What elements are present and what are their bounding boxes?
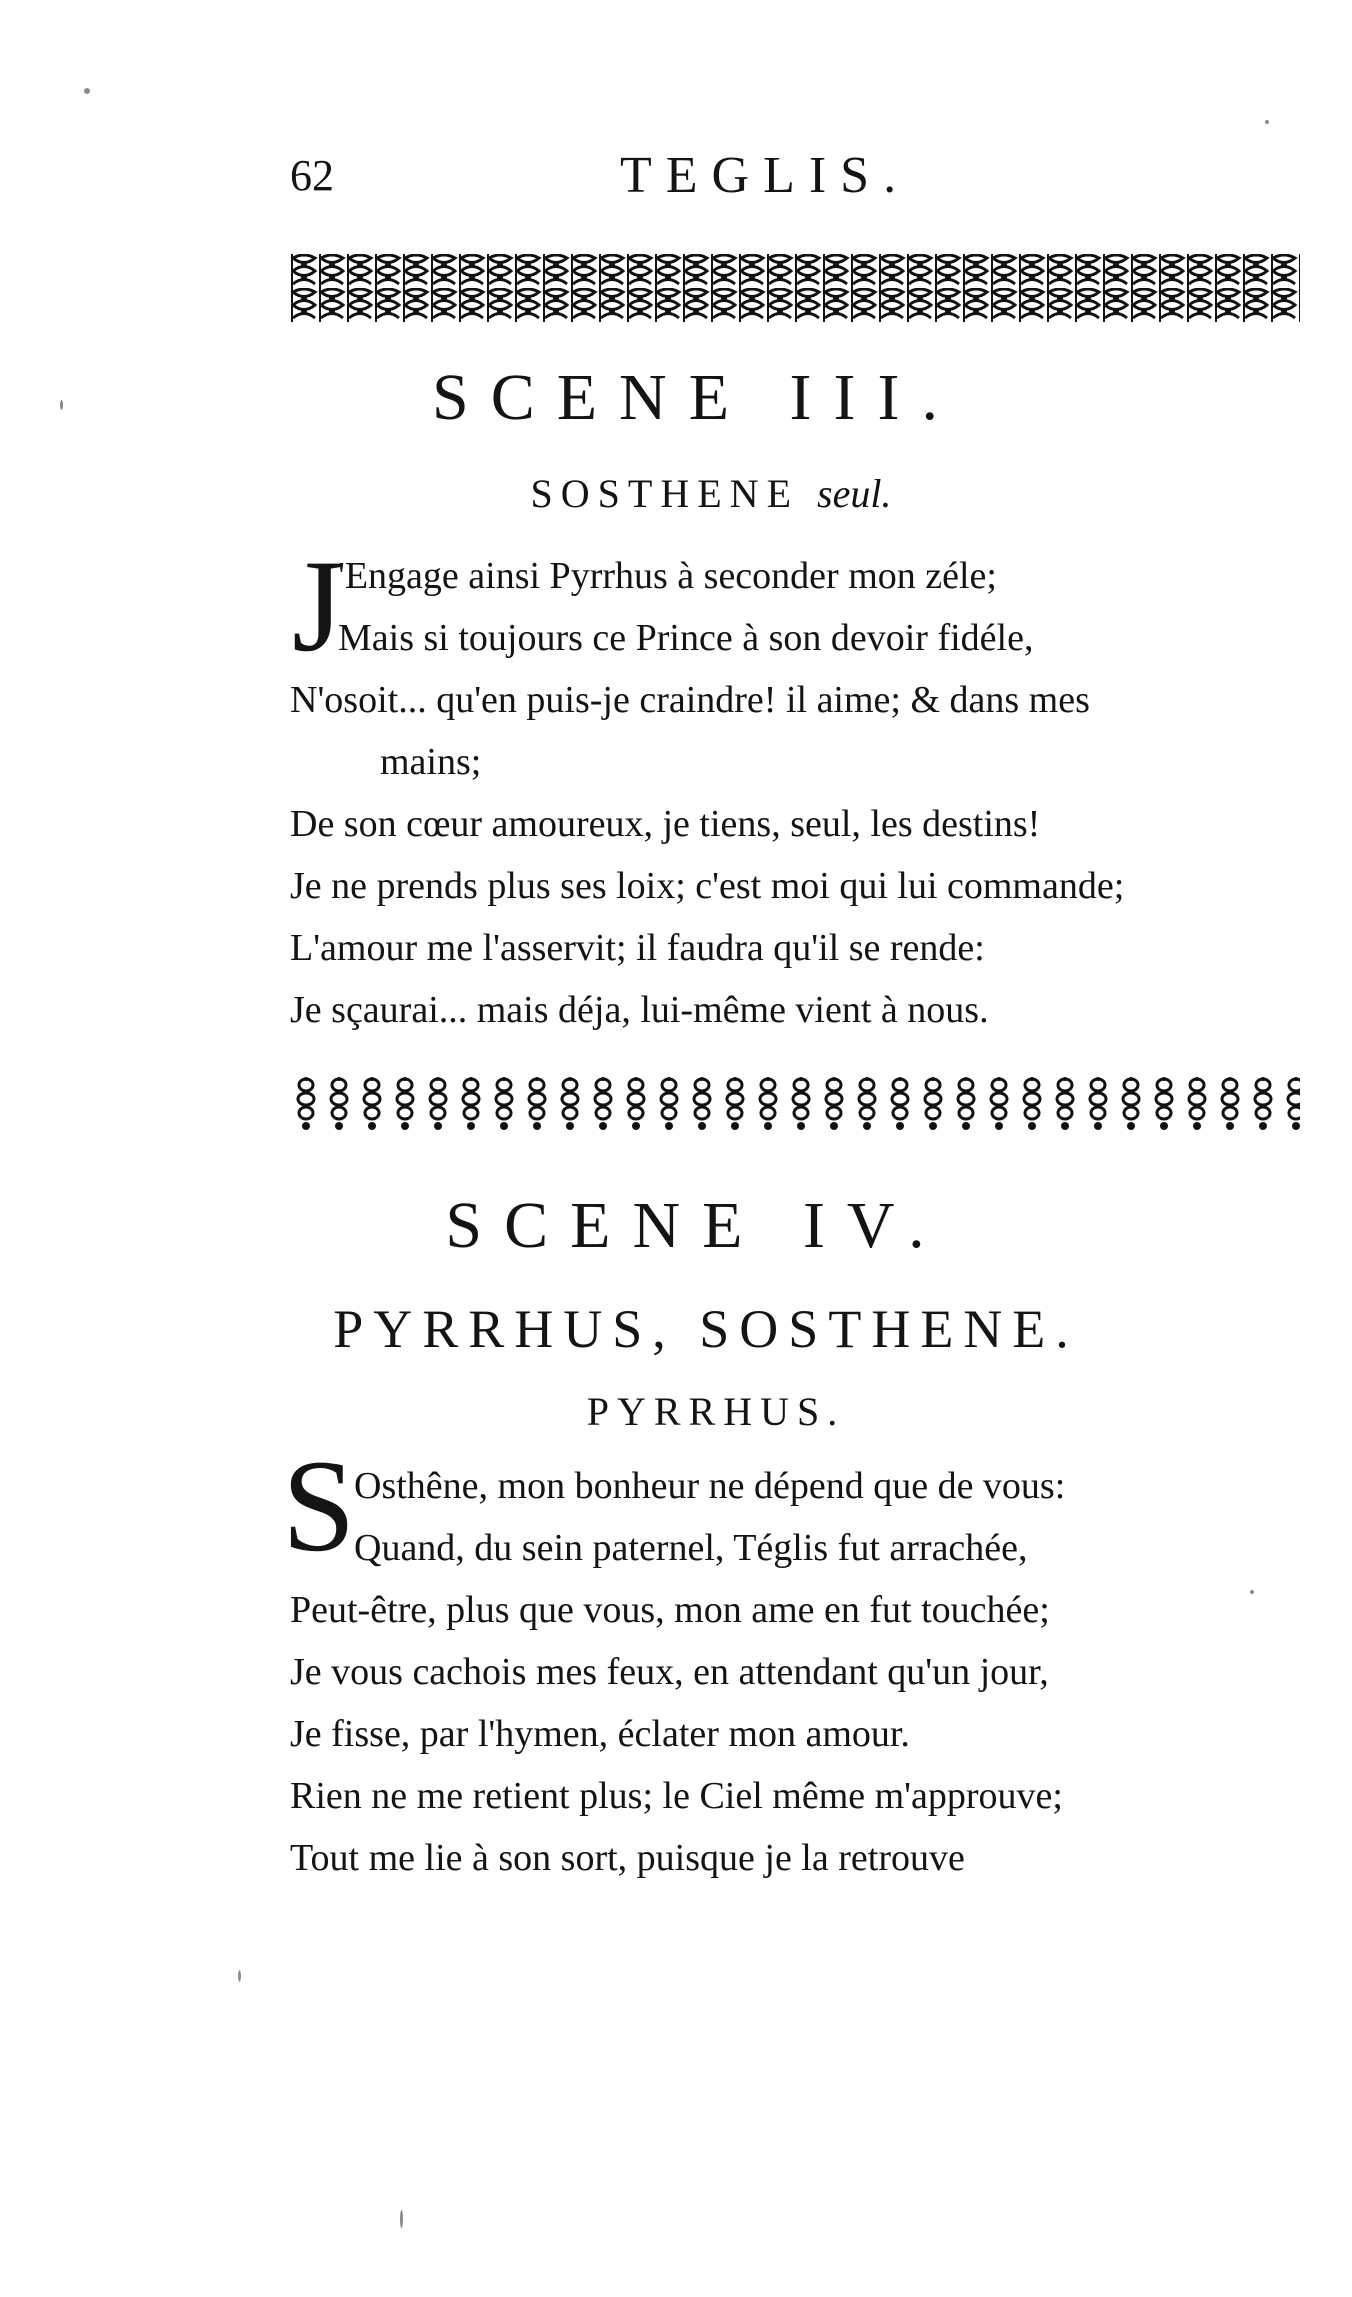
page-number: 62 (290, 151, 334, 200)
scene-3-verse (290, 545, 1320, 1041)
scan-speck (60, 400, 63, 410)
scene-4-speaker: PYRRHUS. (586, 1389, 846, 1434)
verse-line: De son cœur amoureux, je tiens, seul, les destins! (290, 803, 1041, 845)
scene-4-title: SCENE IV. (445, 1189, 947, 1262)
verse-line: L'amour me l'asservit; il faudra qu'il se rende: (290, 927, 985, 969)
verse-line: Je vous cachois mes feux, en attendant qu'un jour, (290, 1651, 1049, 1693)
scan-speck (84, 88, 90, 94)
scan-speck (400, 2210, 403, 2228)
scene-4-drop-cap: S (282, 1432, 356, 1579)
verse-line: 'Engage ainsi Pyrrhus à seconder mon zéle; (338, 555, 997, 597)
running-title: TEGLIS. (620, 147, 911, 204)
verse-line: Mais si toujours ce Prince à son devoir fidéle, (338, 617, 1034, 659)
scan-speck (1250, 1590, 1254, 1594)
scene-3-speaker (0, 470, 1352, 517)
scan-speck (1265, 120, 1269, 124)
verse-line: mains; (380, 741, 482, 783)
ornament-band-middle (290, 1075, 1300, 1133)
verse-line: N'osoit... qu'en puis-je craindre! il aime; & dans mes (290, 679, 1090, 721)
ornament-band-top (290, 254, 1300, 322)
speaker-name: SOSTHENE (530, 471, 799, 516)
verse-line: Je fisse, par l'hymen, éclater mon amour. (290, 1713, 910, 1755)
verse-line: Rien ne me retient plus; le Ciel même m'approuve; (290, 1775, 1063, 1817)
verse-line: Peut-être, plus que vous, mon ame en fut touchée; (290, 1589, 1050, 1631)
verse-line: Osthêne, mon bonheur ne dépend que de vous: (354, 1465, 1066, 1507)
scene-3-drop-cap: J (292, 532, 344, 679)
scan-speck (238, 1970, 241, 1982)
verse-line: Quand, du sein paternel, Téglis fut arrachée, (354, 1527, 1028, 1569)
verse-line: Je ne prends plus ses loix; c'est moi qui lui commande; (290, 865, 1125, 907)
scene-3-title: SCENE III. (432, 361, 960, 434)
verse-line: Je sçaurai... mais déja, lui-même vient à nous. (290, 989, 989, 1031)
scene-4-characters: PYRRHUS, SOSTHENE. (333, 1299, 1079, 1359)
speaker-note: seul. (817, 471, 892, 516)
scene-4-verse (290, 1455, 1320, 1889)
verse-line: Tout me lie à son sort, puisque je la retrouve (290, 1837, 965, 1879)
